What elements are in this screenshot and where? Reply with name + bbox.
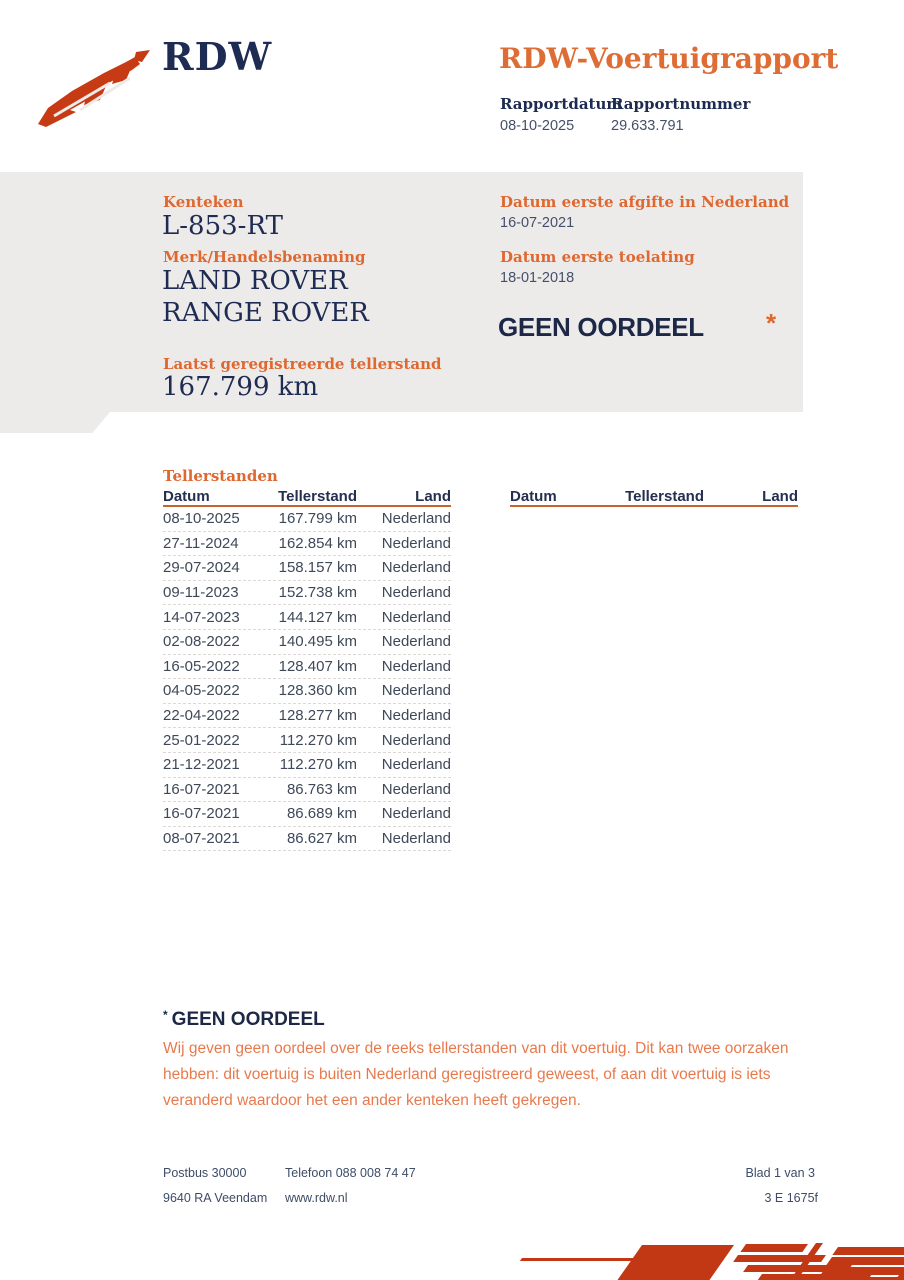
odometer-table-header — [163, 486, 451, 507]
table-row — [163, 679, 451, 704]
table-row — [163, 827, 451, 852]
eerste-toelating-value: 18-01-2018 — [500, 270, 575, 286]
table-row — [163, 532, 451, 557]
table-row — [163, 704, 451, 729]
report-number-value: 29.633.791 — [611, 118, 684, 134]
merk-value-line1: LAND ROVER — [162, 266, 348, 296]
cell-land: Nederland — [381, 559, 451, 577]
cell-tellerstand: 128.277 km — [278, 707, 357, 725]
cell-datum: 16-07-2021 — [163, 780, 240, 798]
report-number-label: Rapportnummer — [611, 95, 751, 113]
cell-land: Nederland — [381, 805, 451, 823]
bottom-stripes-graphic — [520, 1243, 904, 1280]
rdw-wing-logo-icon — [36, 50, 154, 138]
cell-datum: 16-07-2021 — [163, 805, 240, 823]
cell-land: Nederland — [381, 756, 451, 774]
table-row — [163, 507, 451, 532]
column-header-tellerstand-2: Tellerstand — [625, 488, 704, 505]
table-row — [163, 655, 451, 680]
cell-land: Nederland — [381, 657, 451, 675]
table-row — [163, 728, 451, 753]
cell-land: Nederland — [381, 780, 451, 798]
cell-tellerstand: 140.495 km — [278, 633, 357, 651]
odometer-table-secondary-header — [510, 486, 798, 507]
cell-datum: 22-04-2022 — [163, 707, 240, 725]
table-row — [163, 630, 451, 655]
cell-datum: 04-05-2022 — [163, 682, 240, 700]
footer-doc-code: 3 E 1675f — [764, 1191, 818, 1205]
merk-label: Merk/Handelsbenaming — [163, 248, 366, 266]
cell-tellerstand: 128.360 km — [278, 682, 357, 700]
cell-datum: 21-12-2021 — [163, 756, 240, 774]
cell-datum: 09-11-2023 — [163, 584, 239, 602]
report-date-value: 08-10-2025 — [500, 118, 575, 134]
cell-tellerstand: 86.627 km — [286, 830, 357, 848]
verdict-text: GEEN OORDEEL — [498, 312, 704, 342]
rdw-wordmark: RDW — [162, 34, 273, 79]
cell-datum: 02-08-2022 — [163, 633, 240, 651]
cell-land: Nederland — [381, 633, 451, 651]
cell-tellerstand: 128.407 km — [278, 657, 357, 675]
odometer-table — [163, 486, 451, 851]
cell-datum: 27-11-2024 — [163, 534, 239, 552]
cell-tellerstand: 158.157 km — [278, 559, 357, 577]
cell-tellerstand: 112.270 km — [279, 731, 357, 749]
report-title: RDW-Voertuigrapport — [499, 42, 839, 75]
report-date-label: Rapportdatum — [500, 95, 623, 113]
cell-land: Nederland — [381, 534, 451, 552]
cell-land: Nederland — [381, 830, 451, 848]
footnote-heading — [163, 1008, 325, 1031]
cell-land: Nederland — [381, 682, 451, 700]
cell-tellerstand: 152.738 km — [278, 584, 357, 602]
merk-value-line2: RANGE ROVER — [162, 298, 369, 328]
footer-address-line2: 9640 RA Veendam — [163, 1191, 268, 1205]
cell-tellerstand: 162.854 km — [278, 534, 357, 552]
eerste-afgifte-value: 16-07-2021 — [500, 215, 575, 231]
footer-address-line1: Postbus 30000 — [163, 1166, 247, 1180]
table-row — [163, 778, 451, 803]
table-row — [163, 556, 451, 581]
laatste-tellerstand-value: 167.799 km — [162, 372, 319, 402]
cell-datum: 16-05-2022 — [163, 657, 240, 675]
cell-tellerstand: 86.689 km — [286, 805, 357, 823]
footer-page-indicator: Blad 1 van 3 — [745, 1166, 815, 1180]
cell-tellerstand: 86.763 km — [286, 780, 357, 798]
footer-website: www.rdw.nl — [285, 1191, 348, 1205]
cell-land: Nederland — [381, 731, 451, 749]
kenteken-value: L-853-RT — [162, 211, 283, 241]
cell-datum: 25-01-2022 — [163, 731, 240, 749]
column-header-datum: Datum — [163, 488, 210, 505]
cell-datum: 08-07-2021 — [163, 830, 240, 848]
cell-land: Nederland — [381, 584, 451, 602]
column-header-datum-2: Datum — [510, 488, 557, 505]
table-row — [163, 605, 451, 630]
verdict-asterisk: * — [766, 308, 777, 338]
column-header-tellerstand: Tellerstand — [278, 488, 357, 505]
cell-land: Nederland — [381, 510, 451, 528]
footer-phone: Telefoon 088 008 74 47 — [285, 1166, 416, 1180]
cell-land: Nederland — [381, 707, 451, 725]
column-header-land: Land — [415, 488, 451, 505]
eerste-toelating-label: Datum eerste toelating — [500, 248, 695, 266]
cell-land: Nederland — [381, 608, 451, 626]
table-row — [163, 753, 451, 778]
cell-tellerstand: 112.270 km — [279, 756, 357, 774]
cell-datum: 08-10-2025 — [163, 510, 240, 528]
cell-tellerstand: 167.799 km — [278, 510, 357, 528]
table-row — [163, 802, 451, 827]
laatste-tellerstand-label: Laatst geregistreerde tellerstand — [163, 355, 442, 373]
odometer-table-body — [163, 507, 451, 851]
eerste-afgifte-label: Datum eerste afgifte in Nederland — [500, 193, 790, 211]
kenteken-label: Kenteken — [163, 193, 244, 211]
cell-datum: 14-07-2023 — [163, 608, 240, 626]
cell-tellerstand: 144.127 km — [278, 608, 357, 626]
panel-notch-shape — [0, 412, 110, 433]
tellerstanden-section-title: Tellerstanden — [163, 467, 278, 485]
footnote-asterisk: * — [163, 1008, 168, 1022]
cell-datum: 29-07-2024 — [163, 559, 240, 577]
odometer-table-secondary — [510, 486, 798, 507]
footnote-title: GEEN OORDEEL — [171, 1009, 325, 1030]
footnote-body: Wij geven geen oordeel over de reeks tellerstanden van dit voertuig. Dit kan twee oorzaken hebben: dit voertuig is buiten Nederland geregistreerd geweest, of aan dit voertuig is iets veranderd waardoor het een ander kenteken heeft gekregen. — [163, 1040, 789, 1109]
table-row — [163, 581, 451, 606]
column-header-land-2: Land — [762, 488, 798, 505]
